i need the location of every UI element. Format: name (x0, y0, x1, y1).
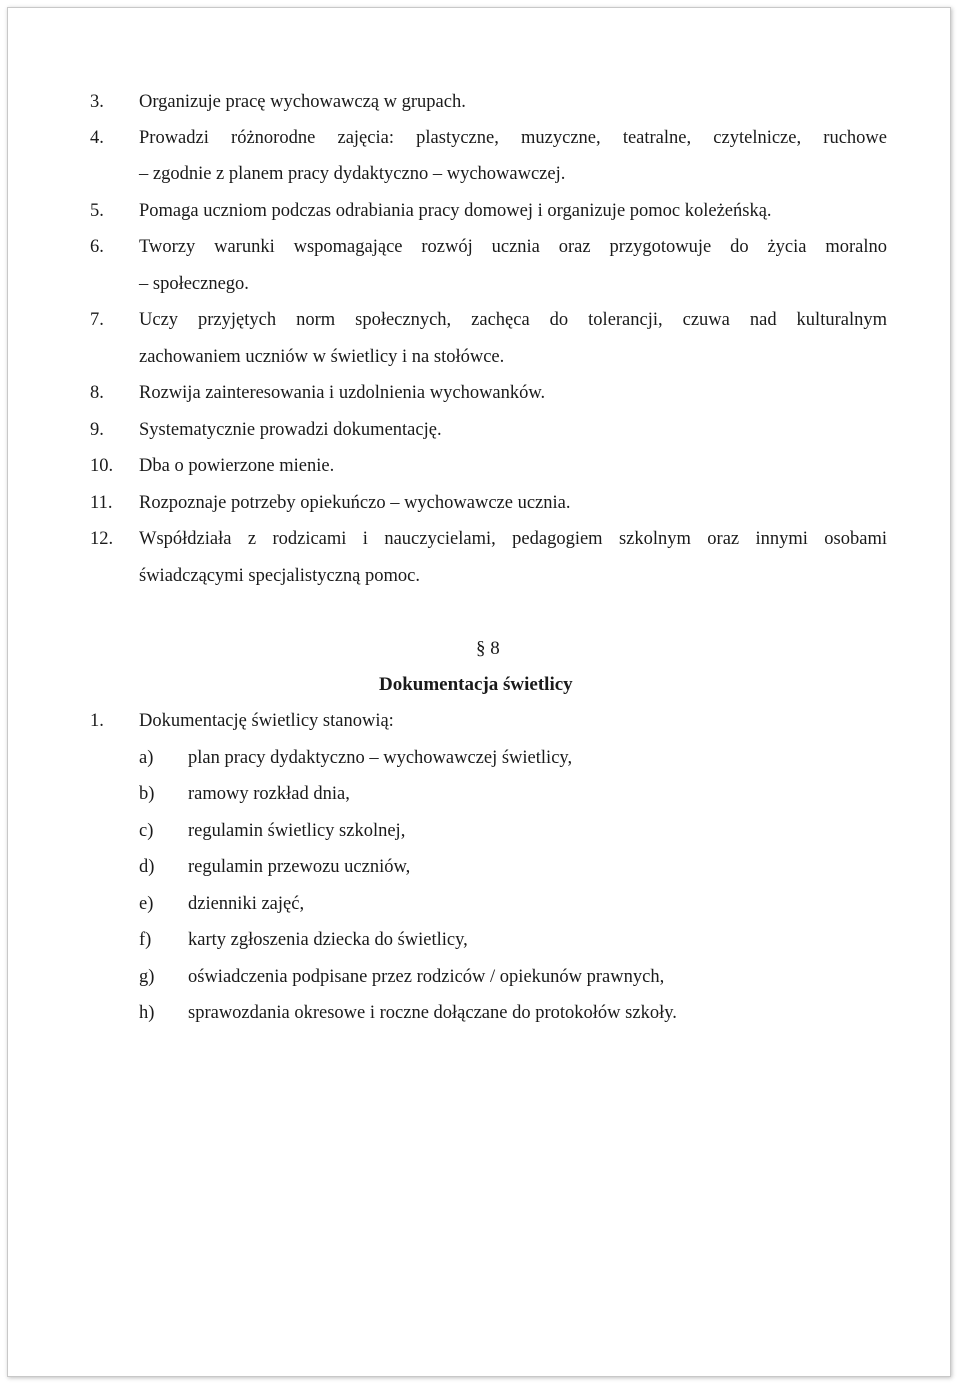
duty-text: Systematycznie prowadzi dokumentację. (139, 420, 442, 440)
list-text: regulamin świetlicy szkolnej, (188, 821, 406, 841)
duty-text: Prowadzi różnorodne zajęcia: plastyczne, muzyczne, teatralne, czytelnicze, ruchowe (139, 128, 887, 148)
duty-number: 11. (90, 493, 113, 513)
list-text: sprawozdania okresowe i roczne dołączane do protokołów szkoły. (188, 1003, 677, 1023)
list-letter: a) (139, 748, 154, 768)
list-text: karty zgłoszenia dziecka do świetlicy, (188, 930, 468, 950)
duty-text: zachowaniem uczniów w świetlicy i na stołówce. (139, 347, 505, 367)
list-letter: h) (139, 1003, 155, 1023)
duty-text: Współdziała z rodzicami i nauczycielami, pedagogiem szkolnym oraz innymi osobami (139, 529, 887, 549)
duty-text: Organizuje pracę wychowawczą w grupach. (139, 92, 466, 112)
section-number: § 8 (476, 638, 500, 659)
duty-number: 10. (90, 456, 114, 476)
list-letter: c) (139, 821, 154, 841)
document-page (7, 7, 951, 1377)
documentation-intro-text: Dokumentację świetlicy stanowią: (139, 711, 394, 731)
duty-number: 7. (90, 310, 104, 330)
duty-text: – zgodnie z planem pracy dydaktyczno – wychowawczej. (139, 164, 566, 184)
duty-text: Rozwija zainteresowania i uzdolnienia wychowanków. (139, 383, 546, 403)
duty-text: Rozpoznaje potrzeby opiekuńczo – wychowawcze ucznia. (139, 493, 571, 513)
section-title: Dokumentacja świetlicy (379, 674, 573, 695)
documentation-number: 1. (90, 711, 104, 731)
duty-number: 5. (90, 201, 104, 221)
duty-number: 4. (90, 128, 104, 148)
duty-number: 12. (90, 529, 114, 549)
list-letter: e) (139, 894, 154, 914)
list-text: dzienniki zajęć, (188, 894, 305, 914)
duty-text: świadczącymi specjalistyczną pomoc. (139, 566, 420, 586)
duty-text: Tworzy warunki wspomagające rozwój ucznia oraz przygotowuje do życia moralno (139, 237, 887, 257)
duty-number: 3. (90, 92, 104, 112)
list-letter: f) (139, 930, 152, 950)
list-text: ramowy rozkład dnia, (188, 784, 350, 804)
duty-text: Pomaga uczniom podczas odrabiania pracy domowej i organizuje pomoc koleżeńską. (139, 201, 772, 221)
list-letter: d) (139, 857, 155, 877)
list-text: regulamin przewozu uczniów, (188, 857, 411, 877)
list-text: oświadczenia podpisane przez rodziców / opiekunów prawnych, (188, 967, 665, 987)
duty-text: – społecznego. (139, 274, 249, 294)
duty-number: 6. (90, 237, 104, 257)
list-text: plan pracy dydaktyczno – wychowawczej świetlicy, (188, 748, 573, 768)
duty-text: Dba o powierzone mienie. (139, 456, 335, 476)
duty-number: 9. (90, 420, 104, 440)
list-letter: g) (139, 967, 155, 987)
duty-number: 8. (90, 383, 104, 403)
list-letter: b) (139, 784, 155, 804)
duty-text: Uczy przyjętych norm społecznych, zachęca do tolerancji, czuwa nad kulturalnym (139, 310, 887, 330)
